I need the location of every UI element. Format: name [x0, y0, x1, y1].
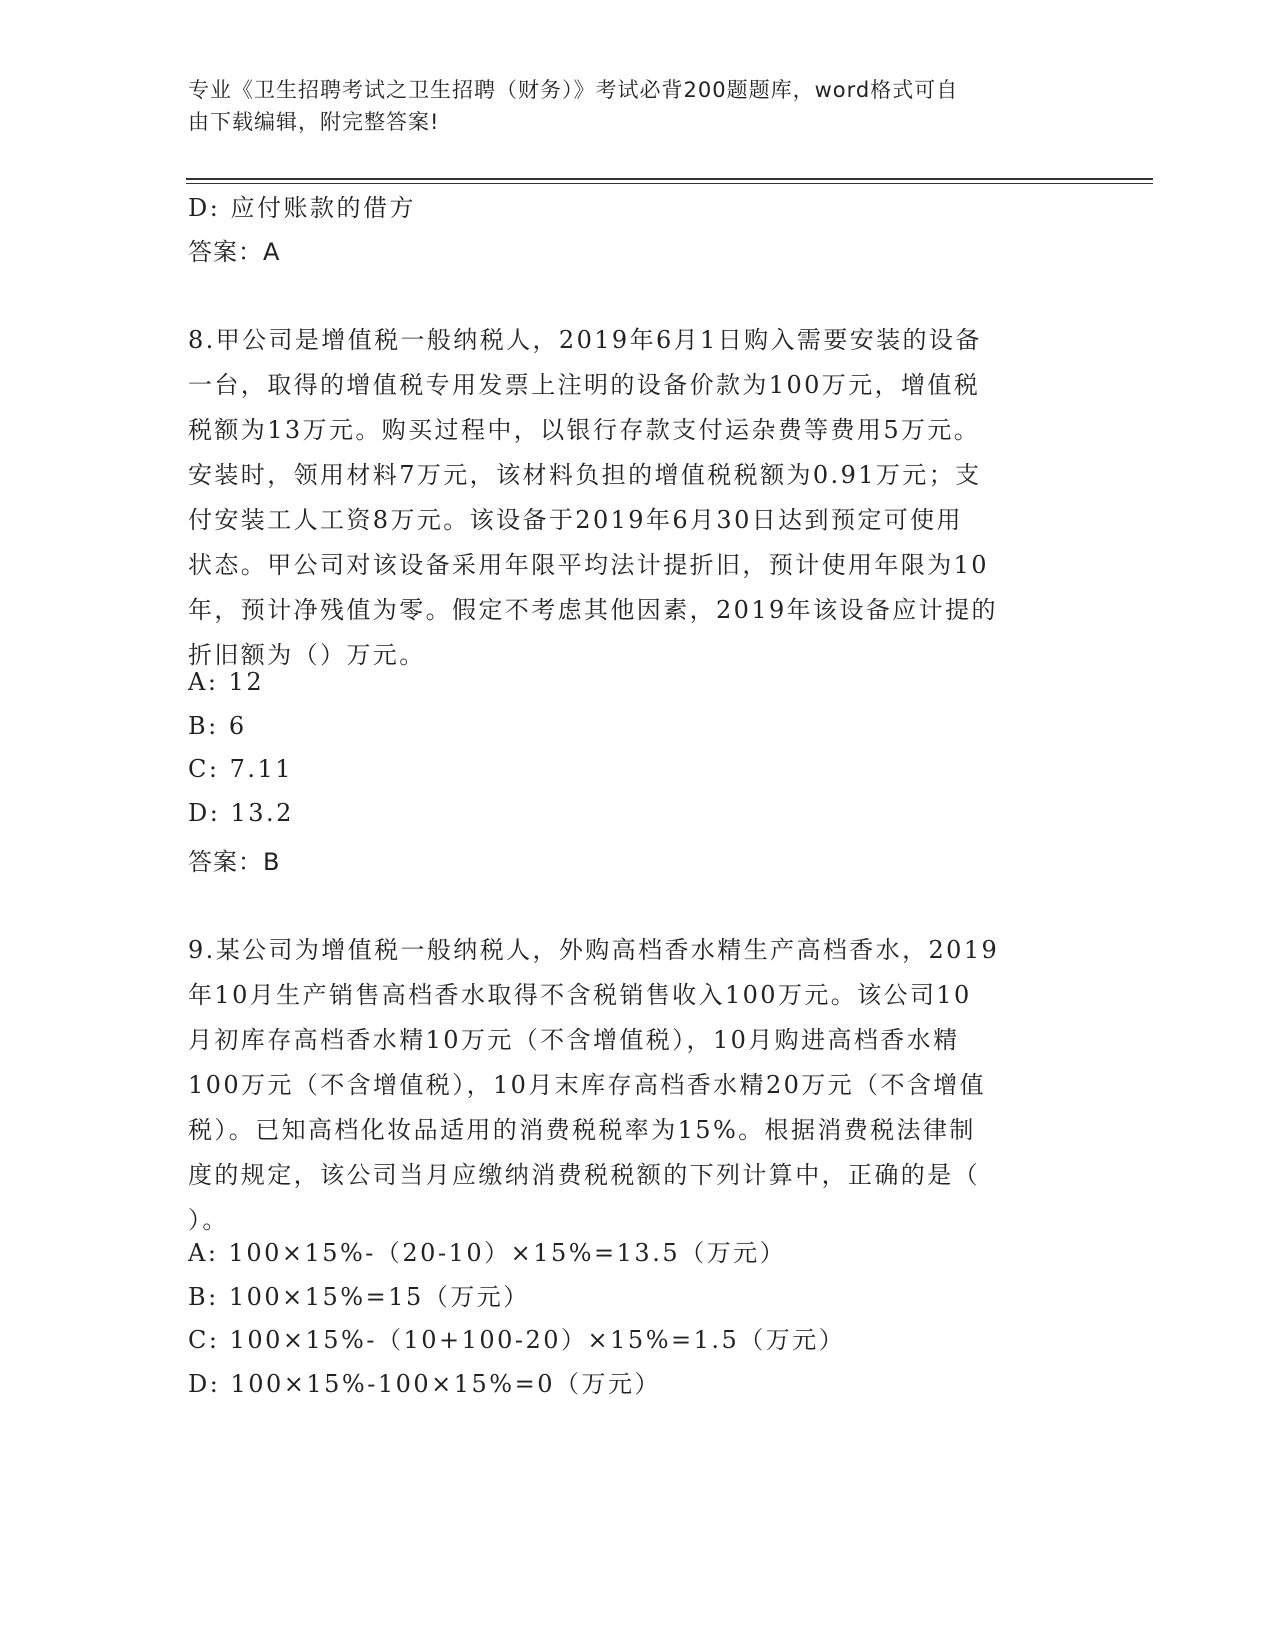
question-8-option-b: B: 6	[188, 712, 247, 740]
document-header	[188, 74, 1068, 138]
question-8-line: 税额为13万元。购买过程中，以银行存款支付运杂费等费用5万元。	[188, 416, 981, 444]
question-9-line: 月初库存高档香水精10万元（不含增值税），10月购进高档香水精	[188, 1026, 960, 1054]
question-8-option-a: A: 12	[188, 668, 265, 696]
question-8-line: 折旧额为（）万元。	[188, 641, 426, 669]
header-divider-thin	[186, 183, 1153, 184]
question-8-line: 状态。甲公司对该设备采用年限平均法计提折旧，预计使用年限为10	[188, 551, 989, 579]
question-8-stem	[188, 318, 1068, 678]
question-9-line: 年10月生产销售高档香水取得不含税销售收入100万元。该公司10	[188, 981, 972, 1009]
question-8-option-c: C: 7.11	[188, 755, 294, 783]
header-divider-thick	[186, 178, 1153, 180]
question-8-line: 一台，取得的增值税专用发票上注明的设备价款为100万元，增值税	[188, 371, 981, 399]
header-line-1: 专业《卫生招聘考试之卫生招聘（财务）》考试必背200题题库，word格式可自	[188, 78, 959, 102]
question-9-option-d: D: 100×15%-100×15%=0（万元）	[188, 1370, 661, 1398]
prev-answer: 答案：A	[188, 238, 281, 266]
header-line-2: 由下载编辑，附完整答案!	[188, 110, 440, 134]
question-9-option-b: B: 100×15%=15（万元）	[188, 1283, 530, 1311]
question-9-option-a: A: 100×15%-（20-10）×15%=13.5（万元）	[188, 1239, 787, 1267]
question-9-line: 度的规定，该公司当月应缴纳消费税税额的下列计算中，正确的是（	[188, 1161, 980, 1189]
question-9-line: 税）。已知高档化妆品适用的消费税税率为15%。根据消费税法律制	[188, 1116, 976, 1144]
question-8-line: 年，预计净残值为零。假定不考虑其他因素，2019年该设备应计提的	[188, 596, 998, 624]
question-9-stem	[188, 928, 1068, 1243]
question-9-line: 9.某公司为增值税一般纳税人，外购高档香水精生产高档香水，2019	[188, 936, 1000, 964]
question-9-option-c: C: 100×15%-（10+100-20）×15%=1.5（万元）	[188, 1326, 846, 1354]
question-8-line: 付安装工人工资8万元。该设备于2019年6月30日达到预定可使用	[188, 506, 963, 534]
question-8-option-d: D: 13.2	[188, 799, 294, 827]
question-9-line: 100万元（不含增值税），10月末库存高档香水精20万元（不含增值	[188, 1071, 987, 1099]
prev-option-d: D: 应付账款的借方	[188, 194, 416, 222]
question-8-answer: 答案：B	[188, 848, 281, 876]
question-8-line: 安装时，领用材料7万元，该材料负担的增值税税额为0.91万元；支	[188, 461, 982, 489]
question-9-line: ）。	[188, 1206, 229, 1234]
question-8-line: 8.甲公司是增值税一般纳税人，2019年6月1日购入需要安装的设备	[188, 326, 982, 354]
